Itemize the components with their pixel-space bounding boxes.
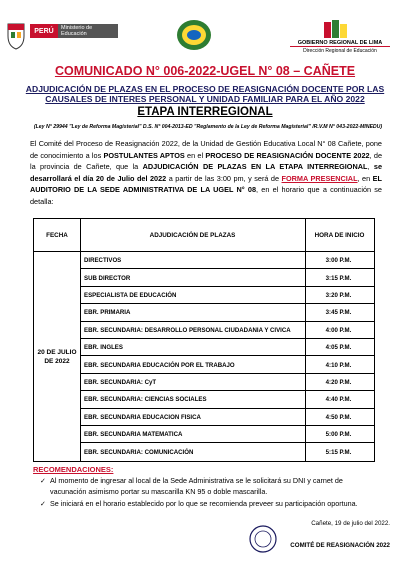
table-row: [80, 304, 374, 321]
table-row: [80, 374, 374, 391]
time-cell: 4:00 P.M.: [325, 326, 352, 334]
table-row: [80, 391, 374, 408]
plaza-cell: EBR. SECUNDARIA EDUCACIÓN POR EL TRABAJO: [84, 361, 235, 369]
official-seal-icon: [248, 524, 278, 554]
legal-references: (Ley N° 29944 "Ley de Reforma Magisterial" D.S. N° 004-2013-ED "Reglamento de la Ley de Reforma Magisterial" /R.V.M N° 043-2022-MINEDU): [33, 124, 383, 130]
attendance-mode: FORMA PRESENCIAL: [281, 173, 358, 183]
table-row: [80, 356, 374, 373]
header-hora: HORA DE INICIO: [305, 219, 374, 252]
header-plazas: ADJUDICACIÓN DE PLAZAS: [80, 219, 305, 252]
recommendation-item: ✓ Al momento de ingresar al local de la Sede Administrativa se le solicitará su DNI y carnet de vacunación asimismo portar su mascarilla KN 95 o doble mascarilla.: [40, 476, 343, 496]
stage-heading: ETAPA INTERREGIONAL: [137, 106, 273, 118]
table-row: [80, 443, 374, 460]
time-cell: 5:00 P.M.: [325, 431, 352, 439]
regional-directorate: Dirección Regional de Educación: [303, 48, 377, 54]
time-cell: 4:50 P.M.: [325, 413, 352, 421]
table-row: [80, 426, 374, 443]
time-cell: 4:20 P.M.: [325, 378, 352, 386]
recommendations-title: RECOMENDACIONES:: [33, 465, 114, 474]
ugel-logo-icon: [175, 18, 213, 52]
table-row: [80, 322, 374, 339]
peru-coat-of-arms-icon: [6, 20, 26, 50]
bullet-icon: ✓: [40, 476, 47, 485]
peru-label: PERÚ: [30, 24, 58, 38]
recommendation-item: ✓ Se iniciará en el horario establecido por lo que se recomienda preveer su participación oportuna.: [40, 498, 358, 508]
plaza-cell: EBR. SECUNDARIA EDUCACION FISICA: [84, 413, 201, 421]
plaza-cell: EBR. SECUNDARIA MATEMATICA: [84, 431, 183, 439]
table-row: [80, 287, 374, 304]
bullet-icon: ✓: [40, 498, 47, 508]
plaza-cell: EBR. SECUNDARIA: CIENCIAS SOCIALES: [84, 396, 207, 404]
plaza-cell: EBR. SECUNDARIA: COMUNICACIÓN: [84, 448, 194, 456]
table-row: [80, 252, 374, 269]
document-subject: ADJUDICACIÓN DE PLAZAS EN EL PROCESO DE REASIGNACIÓN DOCENTE POR LAS CAUSALES DE INTERES PERSONAL Y UNIDAD FAMILIAR PARA EL AÑO 2022: [25, 84, 385, 104]
signature-date: Cañete, 19 de julio del 2022.: [311, 520, 390, 527]
regional-gov-logo-icon: [322, 18, 350, 40]
plaza-cell: EBR. PRIMARIA: [84, 309, 131, 317]
plaza-cell: EBR. INGLES: [84, 344, 123, 352]
time-cell: 3:45 P.M.: [325, 309, 352, 317]
header-fecha: FECHA: [34, 219, 80, 252]
time-cell: 3:15 P.M.: [325, 274, 352, 282]
table-row: [80, 269, 374, 286]
letterhead: [0, 18, 410, 62]
schedule-table: [33, 218, 375, 462]
plaza-cell: EBR. SECUNDARIA: CyT: [84, 378, 157, 386]
time-cell: 5:15 P.M.: [325, 448, 352, 456]
regional-gov-name: GOBIERNO REGIONAL DE LIMA: [290, 40, 390, 47]
time-cell: 3:00 P.M.: [325, 257, 352, 265]
ministry-label: Ministerio de Educación: [58, 24, 118, 38]
table-row: [80, 409, 374, 426]
document-title: COMUNICADO N° 006-2022-UGEL N° 08 – CAÑETE: [54, 64, 356, 78]
table-row: [80, 339, 374, 356]
date-cell: 20 DE JULIO DE 2022: [37, 348, 77, 365]
body-paragraph: El Comité del Proceso de Reasignación 2022, de la Unidad de Gestión Educativa Local N° 08 Cañete, pone de conocimiento a los POSTULANTES APTOS en el PROCESO DE REASIGNACIÓN DOCENTE 2022, de la provincia de Cañete, que la ADJUDICACIÓN DE PLAZAS EN LA ETAPA INTERREGIONAL, se desarrollará el día 20 de Julio del 2022 a partir de las 3:00 pm, y será de FORMA PRESENCIAL, en EL AUDITORIO DE LA SEDE ADMINISTRATIVA DE LA UGEL N° 08, en el horario que a continuación se detalla:: [30, 139, 383, 206]
committee-signature: COMITÉ DE REASIGNACIÓN 2022: [290, 542, 390, 549]
time-cell: 4:40 P.M.: [325, 396, 352, 404]
plaza-cell: SUB DIRECTOR: [84, 274, 131, 282]
time-cell: 3:20 P.M.: [325, 291, 352, 299]
recommendations-list: [40, 476, 380, 510]
plaza-cell: DIRECTIVOS: [84, 257, 122, 265]
time-cell: 4:05 P.M.: [325, 344, 352, 352]
plaza-cell: ESPECIALISTA DE EDUCACIÓN: [84, 291, 177, 299]
plaza-cell: EBR. SECUNDARIA: DESARROLLO PERSONAL CIUDADANIA Y CIVICA: [84, 326, 291, 334]
time-cell: 4:10 P.M.: [325, 361, 352, 369]
